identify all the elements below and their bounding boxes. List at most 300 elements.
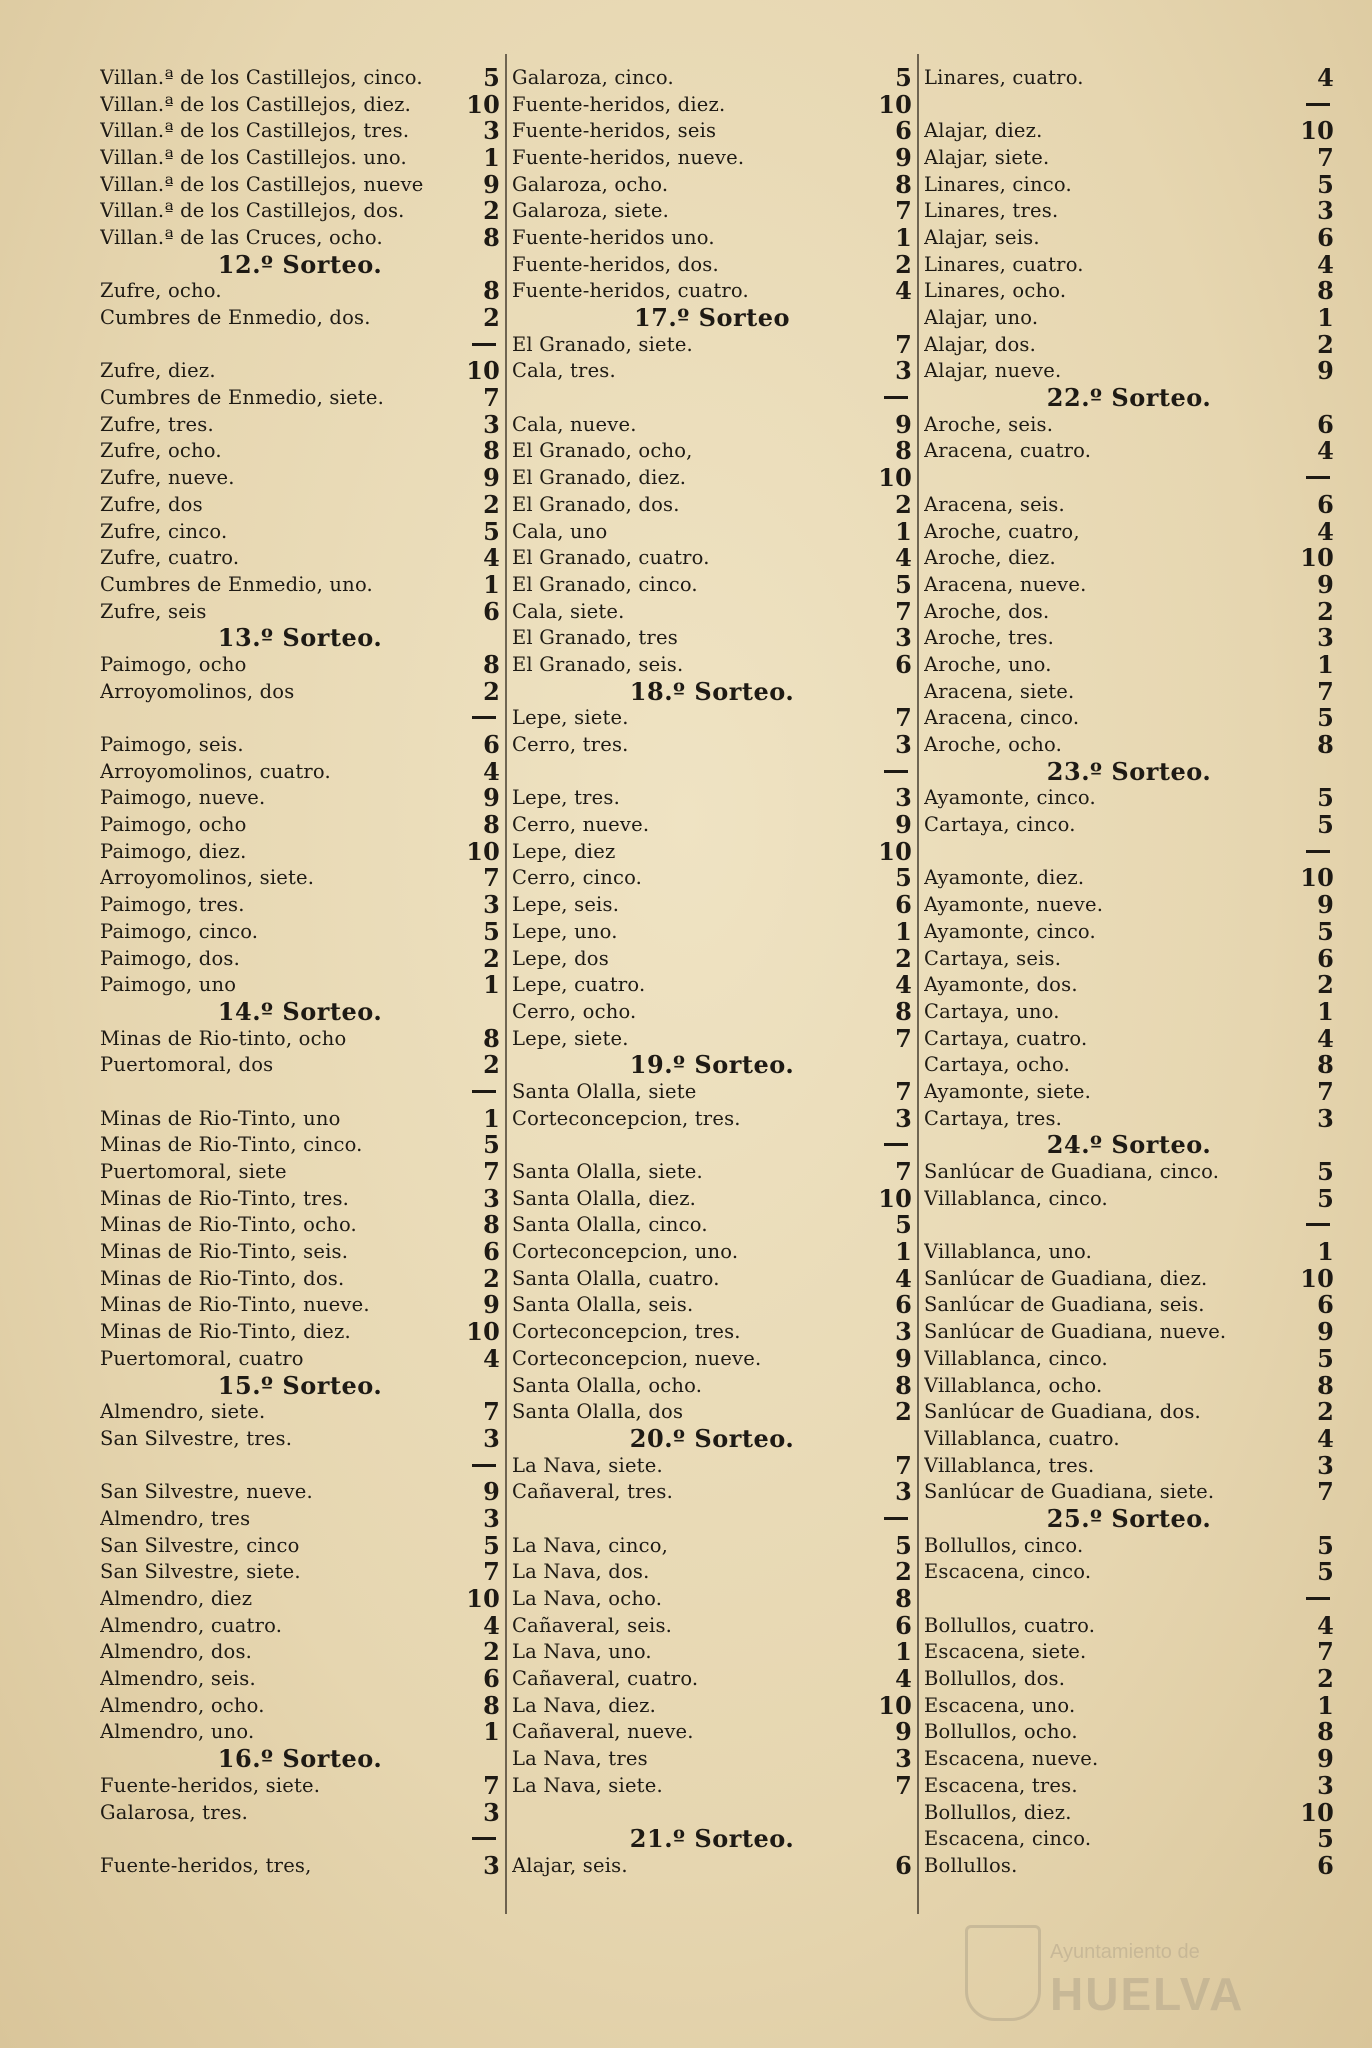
lot-entry: [100, 1318, 500, 1345]
entry-name: Aroche, diez.: [924, 546, 1056, 570]
entry-name: Villablanca, uno.: [924, 1240, 1093, 1264]
entry-number: 6: [483, 1237, 500, 1267]
entry-name: Santa Olalla, dos: [512, 1400, 684, 1424]
lot-entry: [512, 1852, 912, 1879]
sorteo-heading: 12.º Sorteo.: [217, 249, 383, 279]
entry-number: 1: [1317, 1237, 1334, 1267]
entry-name: Lepe, siete.: [512, 706, 629, 730]
lot-entry: [924, 1238, 1334, 1265]
separator-dash: [472, 1837, 496, 1840]
entry-number: 6: [895, 1850, 912, 1880]
entry-number: 3: [895, 730, 912, 760]
group-separator: [512, 758, 912, 785]
lot-entry: [512, 705, 912, 732]
entry-number: 7: [895, 703, 912, 733]
lot-entry: [512, 197, 912, 224]
entry-number: 9: [483, 783, 500, 813]
entry-number: 5: [1317, 1824, 1334, 1854]
lot-entry: [100, 1505, 500, 1532]
entry-name: Paimogo, seis.: [100, 733, 244, 757]
lot-entry: [100, 1799, 500, 1826]
lot-entry: [100, 1265, 500, 1292]
watermark: [965, 1925, 1295, 2025]
entry-number: 6: [895, 890, 912, 920]
lot-entry: [512, 1532, 912, 1559]
lot-entry: [100, 358, 500, 385]
entry-number: 7: [483, 1557, 500, 1587]
entry-name: Villan.ª de los Castillejos, dos.: [100, 199, 405, 223]
entry-number: 5: [1317, 916, 1334, 946]
lot-entry: [100, 64, 500, 91]
entry-name: Santa Olalla, cinco.: [512, 1213, 708, 1237]
entry-name: Alajar, seis.: [512, 1853, 628, 1877]
entry-number: 8: [895, 436, 912, 466]
entry-name: Linares, cuatro.: [924, 65, 1084, 89]
blank-line: [512, 1799, 912, 1826]
entry-name: Santa Olalla, siete: [512, 1079, 697, 1103]
entry-name: Arroyomolinos, cuatro.: [100, 759, 331, 783]
entry-number: 2: [483, 1637, 500, 1667]
sorteo-heading: 16.º Sorteo.: [217, 1744, 383, 1774]
lot-entry: [924, 411, 1334, 438]
entry-number: 9: [895, 409, 912, 439]
lot-entry: [100, 1852, 500, 1879]
entry-number: 1: [1317, 1690, 1334, 1720]
lot-entry: [924, 278, 1334, 305]
entry-name: Minas de Rio-Tinto, seis.: [100, 1240, 349, 1264]
entry-number: 4: [483, 1610, 500, 1640]
entry-number: 6: [895, 116, 912, 146]
entry-name: Alajar, diez.: [924, 119, 1043, 143]
entry-number: 1: [1317, 996, 1334, 1026]
lot-entry: [100, 1665, 500, 1692]
entry-name: Cartaya, cinco.: [924, 813, 1076, 837]
entry-name: Cañaveral, tres.: [512, 1480, 673, 1504]
entry-name: Sanlúcar de Guadiana, seis.: [924, 1293, 1205, 1317]
entry-number: 4: [483, 1343, 500, 1373]
entry-number: 4: [1317, 249, 1334, 279]
group-separator: [512, 1132, 912, 1159]
entry-name: Sanlúcar de Guadiana, siete.: [924, 1480, 1215, 1504]
entry-name: Linares, cuatro.: [924, 252, 1084, 276]
entry-number: 3: [483, 1423, 500, 1453]
lot-entry: [924, 1185, 1334, 1212]
entry-number: 5: [895, 1530, 912, 1560]
entry-number: 10: [1300, 1797, 1334, 1827]
lot-entry: [924, 1799, 1334, 1826]
lot-entry: [512, 1478, 912, 1505]
entry-number: 8: [895, 1370, 912, 1400]
entry-name: Cerro, cinco.: [512, 866, 643, 890]
sorteo-heading: 13.º Sorteo.: [217, 623, 383, 653]
lot-entry: [512, 358, 912, 385]
entry-name: Villan.ª de los Castillejos, diez.: [100, 92, 412, 116]
lot-entry: [924, 785, 1334, 812]
lot-entry: [924, 651, 1334, 678]
entry-number: 6: [1317, 489, 1334, 519]
entry-number: 5: [1317, 1343, 1334, 1373]
entry-number: 7: [895, 1157, 912, 1187]
entry-name: Minas de Rio-tinto, ocho: [100, 1026, 347, 1050]
entry-number: 5: [895, 863, 912, 893]
lot-entry: [512, 651, 912, 678]
entry-name: Aracena, cinco.: [924, 706, 1080, 730]
entry-name: Escacena, cinco.: [924, 1827, 1092, 1851]
entry-name: El Granado, seis.: [512, 652, 684, 676]
entry-name: Alajar, seis.: [924, 225, 1040, 249]
entry-number: 2: [1317, 596, 1334, 626]
lot-entry: [100, 1425, 500, 1452]
entry-number: 1: [1317, 303, 1334, 333]
entry-name: Aroche, cuatro,: [924, 519, 1080, 543]
entry-name: Cala, tres.: [512, 359, 616, 383]
lot-entry: [924, 171, 1334, 198]
lot-entry: [100, 544, 500, 571]
lot-entry: [924, 705, 1334, 732]
entry-number: 3: [895, 356, 912, 386]
entry-number: 7: [895, 1450, 912, 1480]
lot-entry: [512, 1212, 912, 1239]
entry-number: 9: [1317, 890, 1334, 920]
entry-name: Almendro, diez: [100, 1587, 253, 1611]
entry-name: Paimogo, uno: [100, 973, 237, 997]
lot-entry: [512, 731, 912, 758]
lot-entry: [512, 1345, 912, 1372]
entry-number: 5: [895, 1210, 912, 1240]
lot-entry: [512, 464, 912, 491]
entry-number: 10: [1300, 863, 1334, 893]
lot-entry: [924, 811, 1334, 838]
entry-number: 2: [1317, 329, 1334, 359]
lot-entry: [512, 1745, 912, 1772]
entry-number: 7: [895, 329, 912, 359]
column-divider: [505, 54, 507, 1914]
separator-dash: [1306, 1597, 1330, 1600]
lot-entry: [512, 1719, 912, 1746]
lot-entry: [100, 1639, 500, 1666]
group-separator: [100, 705, 500, 732]
entry-number: 4: [1317, 436, 1334, 466]
lot-entry: [512, 1372, 912, 1399]
entry-name: Corteconcepcion, uno.: [512, 1240, 739, 1264]
lot-entry: [100, 1719, 500, 1746]
lot-entry: [512, 1692, 912, 1719]
lot-entry: [924, 1318, 1334, 1345]
sorteo-heading: 25.º Sorteo.: [1046, 1503, 1212, 1533]
entry-name: Puertomoral, cuatro: [100, 1346, 304, 1370]
lot-entry: [924, 251, 1334, 278]
lot-entry: [100, 1585, 500, 1612]
entry-number: 6: [895, 1610, 912, 1640]
entry-number: 3: [483, 890, 500, 920]
lot-entry: [512, 1612, 912, 1639]
entry-number: 3: [483, 1797, 500, 1827]
entry-number: 8: [895, 169, 912, 199]
lot-entry: [512, 1398, 912, 1425]
entry-name: Galaroza, cinco.: [512, 65, 674, 89]
entry-name: Aracena, cuatro.: [924, 439, 1092, 463]
entry-number: 6: [483, 1664, 500, 1694]
lot-entry: [100, 891, 500, 918]
entry-name: Minas de Rio-Tinto, cinco.: [100, 1133, 363, 1157]
entry-name: Minas de Rio-Tinto, uno: [100, 1106, 341, 1130]
entry-name: Aracena, nueve.: [924, 572, 1087, 596]
lot-entry: [924, 304, 1334, 331]
lot-entry: [512, 1665, 912, 1692]
lot-entry: [924, 865, 1334, 892]
lot-entry: [512, 144, 912, 171]
lot-entry: [100, 1345, 500, 1372]
entry-number: 2: [483, 943, 500, 973]
entry-number: 3: [895, 1317, 912, 1347]
column-1: [100, 64, 500, 1879]
lot-entry: [512, 91, 912, 118]
lot-entry: [100, 1478, 500, 1505]
entry-name: Escacena, tres.: [924, 1773, 1078, 1797]
entry-number: 1: [1317, 649, 1334, 679]
lot-entry: [924, 571, 1334, 598]
entry-name: Paimogo, cinco.: [100, 919, 259, 943]
lot-entry: [512, 411, 912, 438]
entry-name: Galaroza, ocho.: [512, 172, 669, 196]
entry-number: 4: [1317, 62, 1334, 92]
entry-name: La Nava, siete.: [512, 1453, 663, 1477]
lot-entry: [100, 1398, 500, 1425]
entry-name: Zufre, diez.: [100, 359, 216, 383]
entry-name: Cumbres de Enmedio, uno.: [100, 572, 373, 596]
entry-number: 7: [483, 1770, 500, 1800]
lot-entry: [512, 224, 912, 251]
entry-name: Linares, tres.: [924, 199, 1059, 223]
lot-entry: [924, 1478, 1334, 1505]
lot-entry: [100, 945, 500, 972]
lot-entry: [924, 1292, 1334, 1319]
entry-number: 10: [878, 836, 912, 866]
entry-name: Santa Olalla, ocho.: [512, 1373, 703, 1397]
entry-number: 1: [483, 1103, 500, 1133]
lot-entry: [924, 1398, 1334, 1425]
entry-number: 5: [1317, 703, 1334, 733]
lot-entry: [924, 1078, 1334, 1105]
lot-entry: [924, 891, 1334, 918]
entry-number: 10: [878, 1690, 912, 1720]
entry-number: 1: [895, 516, 912, 546]
entry-name: Ayamonte, dos.: [924, 973, 1078, 997]
entry-number: 4: [895, 276, 912, 306]
entry-number: 8: [1317, 276, 1334, 306]
lot-entry: [100, 1532, 500, 1559]
entry-number: 3: [483, 1850, 500, 1880]
entry-number: 8: [483, 649, 500, 679]
entry-name: Bollullos, cinco.: [924, 1533, 1084, 1557]
entry-name: Sanlúcar de Guadiana, cinco.: [924, 1160, 1220, 1184]
lot-entry: [100, 865, 500, 892]
lot-entry: [512, 117, 912, 144]
entry-name: Cumbres de Enmedio, dos.: [100, 306, 371, 330]
entry-number: 1: [483, 970, 500, 1000]
entry-number: 9: [1317, 1744, 1334, 1774]
entry-name: Villan.ª de los Castillejos, nueve: [100, 172, 424, 196]
entry-number: 10: [466, 356, 500, 386]
lot-entry: [100, 144, 500, 171]
entry-number: 3: [1317, 1450, 1334, 1480]
entry-name: El Granado, cuatro.: [512, 546, 710, 570]
lot-entry: [512, 998, 912, 1025]
entry-name: Zufre, dos: [100, 492, 203, 516]
entry-number: 7: [483, 383, 500, 413]
entry-number: 7: [895, 196, 912, 226]
lot-entry: [512, 1025, 912, 1052]
entry-name: Villablanca, cinco.: [924, 1346, 1108, 1370]
lot-entry: [512, 64, 912, 91]
column-2: [512, 64, 912, 1879]
lot-entry: [512, 251, 912, 278]
group-separator: [100, 1078, 500, 1105]
entry-number: 7: [483, 863, 500, 893]
lot-entry: [924, 1345, 1334, 1372]
entry-number: 5: [1317, 783, 1334, 813]
lot-entry: [100, 1292, 500, 1319]
entry-name: La Nava, siete.: [512, 1773, 663, 1797]
entry-number: 9: [1317, 356, 1334, 386]
entry-number: 3: [895, 623, 912, 653]
separator-dash: [1306, 1223, 1330, 1226]
entry-number: 5: [1317, 810, 1334, 840]
lot-entry: [512, 278, 912, 305]
entry-name: Escacena, siete.: [924, 1640, 1087, 1664]
entry-number: 9: [895, 142, 912, 172]
entry-name: Minas de Rio-Tinto, diez.: [100, 1320, 351, 1344]
lot-entry: [924, 117, 1334, 144]
entry-number: 7: [895, 1770, 912, 1800]
entry-name: Almendro, tres: [100, 1506, 251, 1530]
lot-entry: [100, 91, 500, 118]
entry-name: Cartaya, tres.: [924, 1106, 1063, 1130]
entry-number: 8: [1317, 730, 1334, 760]
entry-name: La Nava, diez.: [512, 1693, 657, 1717]
entry-name: Paimogo, dos.: [100, 946, 240, 970]
entry-name: Zufre, cuatro.: [100, 546, 240, 570]
entry-name: Villablanca, cuatro.: [924, 1426, 1120, 1450]
entry-name: Alajar, siete.: [924, 145, 1050, 169]
entry-number: 6: [1317, 1290, 1334, 1320]
lot-entry: [100, 1025, 500, 1052]
separator-dash: [884, 770, 908, 773]
lot-entry: [924, 491, 1334, 518]
lot-entry: [924, 358, 1334, 385]
entry-number: 5: [1317, 169, 1334, 199]
lot-entry: [100, 464, 500, 491]
entry-number: 5: [483, 62, 500, 92]
entry-name: Galarosa, tres.: [100, 1800, 249, 1824]
lot-entry: [100, 1692, 500, 1719]
entry-number: 6: [895, 649, 912, 679]
entry-name: Corteconcepcion, nueve.: [512, 1346, 762, 1370]
group-separator: [924, 838, 1334, 865]
lot-entry: [100, 918, 500, 945]
entry-name: Bollullos, dos.: [924, 1667, 1066, 1691]
entry-name: Villablanca, cinco.: [924, 1186, 1108, 1210]
entry-name: Fuente-heridos, seis: [512, 119, 717, 143]
entry-number: 5: [895, 569, 912, 599]
entry-number: 9: [483, 1477, 500, 1507]
entry-name: Cartaya, seis.: [924, 946, 1062, 970]
entry-number: 5: [483, 516, 500, 546]
entry-name: Alajar, dos.: [924, 332, 1037, 356]
lot-entry: [512, 331, 912, 358]
entry-number: 2: [895, 1557, 912, 1587]
entry-name: Cala, nueve.: [512, 412, 637, 436]
separator-dash: [884, 1517, 908, 1520]
entry-name: El Granado, tres: [512, 626, 678, 650]
entry-number: 9: [895, 1717, 912, 1747]
entry-name: Paimogo, nueve.: [100, 786, 266, 810]
entry-name: Almendro, dos.: [100, 1640, 253, 1664]
separator-dash: [884, 1143, 908, 1146]
group-separator: [512, 384, 912, 411]
separator-dash: [884, 396, 908, 399]
entry-name: Cerro, nueve.: [512, 813, 650, 837]
entry-number: 3: [483, 1503, 500, 1533]
entry-number: 3: [895, 1477, 912, 1507]
sorteo-heading: 17.º Sorteo: [634, 303, 790, 333]
entry-name: Bollullos, cuatro.: [924, 1613, 1096, 1637]
lot-entry: [100, 411, 500, 438]
entry-number: 5: [1317, 1557, 1334, 1587]
lot-entry: [924, 1852, 1334, 1879]
entry-name: San Silvestre, cinco: [100, 1533, 300, 1557]
entry-number: 10: [466, 89, 500, 119]
sorteo-heading: 22.º Sorteo.: [1046, 383, 1212, 413]
watermark-main-text: HUELVA: [1050, 1968, 1245, 2020]
entry-number: 5: [483, 916, 500, 946]
entry-number: 6: [1317, 409, 1334, 439]
entry-name: El Granado, dos.: [512, 492, 680, 516]
entry-number: 4: [1317, 1023, 1334, 1053]
entry-name: Sanlúcar de Guadiana, dos.: [924, 1400, 1201, 1424]
entry-name: Aracena, siete.: [924, 679, 1075, 703]
entry-number: 4: [1317, 516, 1334, 546]
entry-number: 3: [895, 1103, 912, 1133]
entry-number: 10: [878, 1183, 912, 1213]
entry-number: 3: [1317, 196, 1334, 226]
lot-entry: [100, 731, 500, 758]
lot-entry: [512, 571, 912, 598]
entry-name: Cañaveral, cuatro.: [512, 1667, 699, 1691]
entry-name: Cerro, ocho.: [512, 999, 637, 1023]
entry-number: 6: [1317, 222, 1334, 252]
entry-name: Lepe, diez: [512, 839, 616, 863]
entry-name: Zufre, seis: [100, 599, 207, 623]
entry-number: 5: [1317, 1157, 1334, 1187]
entry-name: Almendro, ocho.: [100, 1693, 265, 1717]
group-separator: [512, 1505, 912, 1532]
lot-entry: [512, 1158, 912, 1185]
entry-name: Villan.ª de los Castillejos, cinco.: [100, 65, 423, 89]
entry-number: 5: [483, 1130, 500, 1160]
entry-name: El Granado, cinco.: [512, 572, 698, 596]
lot-entry: [100, 1158, 500, 1185]
lot-entry: [100, 278, 500, 305]
lot-entry: [100, 971, 500, 998]
entry-number: 9: [483, 169, 500, 199]
entry-name: Santa Olalla, siete.: [512, 1160, 703, 1184]
entry-number: 7: [483, 1397, 500, 1427]
entry-name: Arroyomolinos, siete.: [100, 866, 315, 890]
group-separator: [100, 1825, 500, 1852]
entry-name: Aroche, seis.: [924, 412, 1054, 436]
lot-entry: [512, 865, 912, 892]
